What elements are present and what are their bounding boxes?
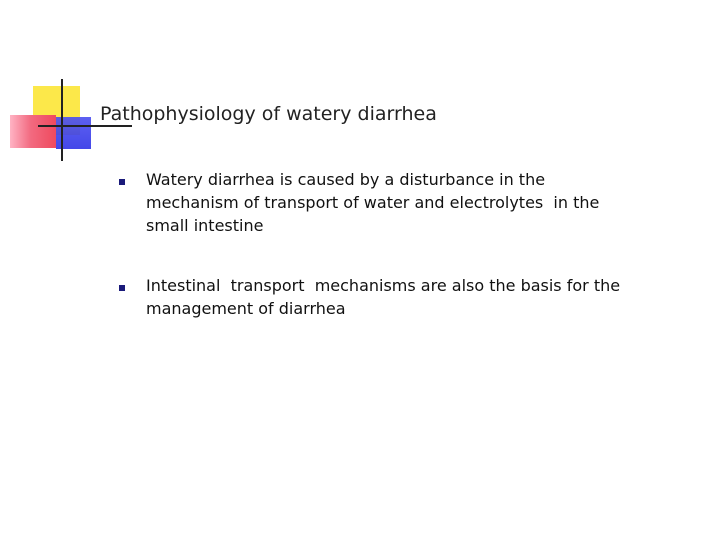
logo-blue-square: [56, 117, 91, 149]
slide-title: Pathophysiology of watery diarrhea: [100, 103, 437, 125]
square-bullet-icon: [119, 179, 125, 185]
logo-horizontal-line: [38, 125, 132, 127]
square-bullet-icon: [119, 285, 125, 291]
bullet-text: Watery diarrhea is caused by a disturbance in the mechanism of transport of water and electrolytes in the small intestine: [146, 170, 600, 235]
logo-vertical-line: [61, 79, 63, 161]
logo-yellow-square: [33, 86, 80, 135]
logo-red-square: [10, 115, 56, 148]
bullet-text: Intestinal transport mechanisms are also the basis for the management of diarrhea: [146, 276, 621, 318]
